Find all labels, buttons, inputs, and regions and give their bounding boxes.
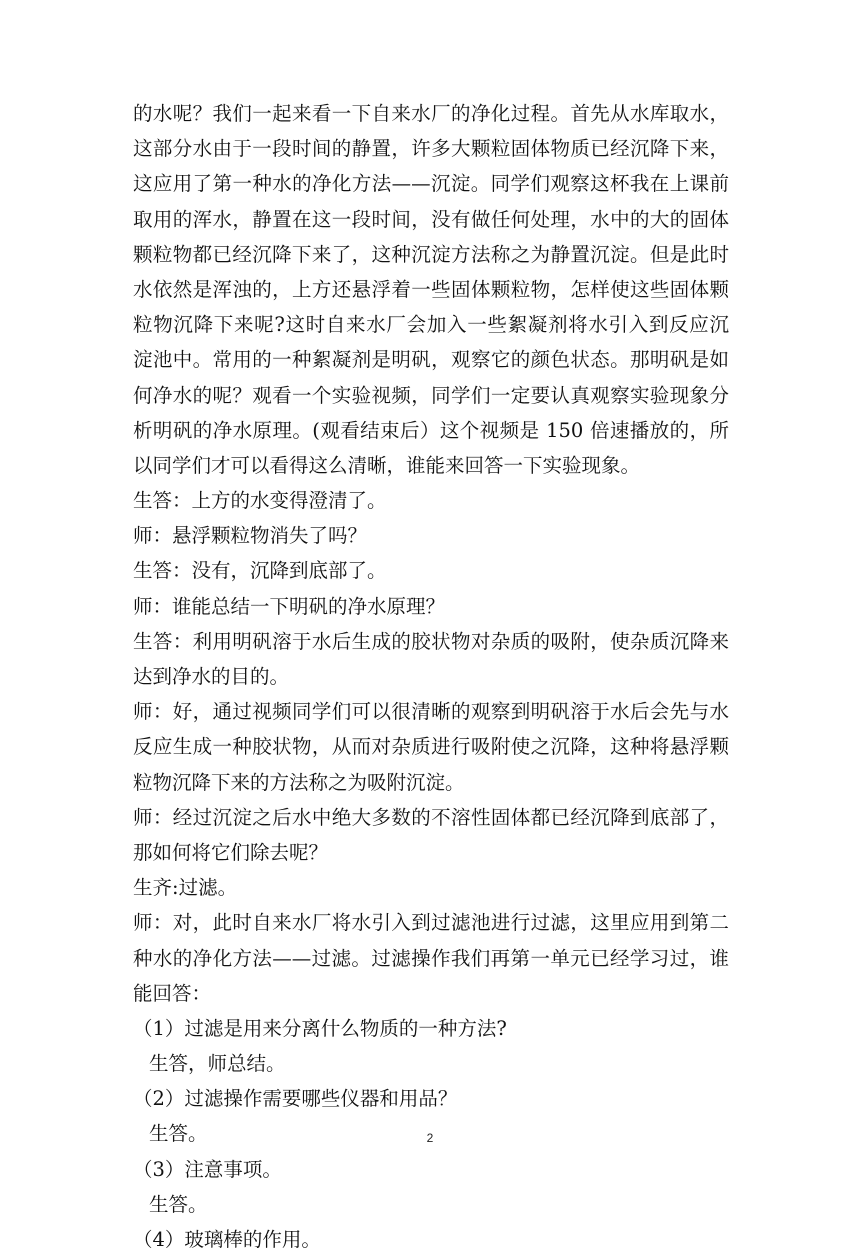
- dialogue-line: 反应生成一种胶状物，从而对杂质进行吸附使之沉降，这种将悬浮颗: [133, 735, 729, 759]
- dialogue-line: 生齐:过滤。: [133, 876, 238, 900]
- dialogue-line: 粒物沉降下来的方法称之为吸附沉淀。: [133, 770, 465, 794]
- question-item: （2）过滤操作需要哪些仪器和用品？: [133, 1087, 458, 1111]
- question-item: （4）玻璃棒的作用。: [133, 1228, 321, 1251]
- dialogue-line: 生答：上方的水变得澄清了。: [133, 489, 387, 513]
- text-line: 这应用了第一种水的净化方法——沉淀。同学们观察这杯我在上课前: [133, 172, 729, 196]
- dialogue-line: 生答：没有，沉降到底部了。: [133, 559, 387, 583]
- text-line: 的水呢？我们一起来看一下自来水厂的净化过程。首先从水库取水，: [133, 102, 729, 125]
- text-line: 水依然是浑浊的，上方还悬浮着一些固体颗粒物，怎样使这些固体颗: [133, 277, 729, 301]
- answer-line: 生答，师总结。: [149, 1052, 286, 1076]
- question-item: （1）过滤是用来分离什么物质的一种方法?: [133, 1016, 507, 1040]
- page-number: 2: [426, 1131, 434, 1145]
- text-line: 以同学们才可以看得这么清晰，谁能来回答一下实验现象。: [133, 453, 641, 477]
- body-text: [133, 96, 729, 1257]
- text-line: 颗粒物都已经沉降下来了，这种沉淀方法称之为静置沉淀。但是此时: [133, 242, 729, 266]
- dialogue-line: 那如何将它们除去呢？: [133, 840, 329, 864]
- dialogue-line: 生答：利用明矾溶于水后生成的胶状物对杂质的吸附，使杂质沉降来: [133, 629, 729, 653]
- text-line: 何净水的呢？观看一个实验视频，同学们一定要认真观察实验现象分: [133, 383, 729, 407]
- dialogue-line: 能回答：: [133, 981, 212, 1005]
- text-line: 这部分水由于一段时间的静置，许多大颗粒固体物质已经沉降下来，: [133, 137, 729, 161]
- answer-line: 生答。: [149, 1192, 208, 1216]
- text-line: 析明矾的净水原理。(观看结束后）这个视频是 150 倍速播放的，所: [133, 418, 729, 442]
- text-line: 粒物沉降下来呢?这时自来水厂会加入一些絮凝剂将水引入到反应沉: [133, 313, 729, 337]
- dialogue-line: 师：悬浮颗粒物消失了吗？: [133, 524, 368, 548]
- text-line: 取用的浑水，静置在这一段时间，没有做任何处理，水中的大的固体: [133, 207, 729, 231]
- dialogue-line: 种水的净化方法——过滤。过滤操作我们再第一单元已经学习过，谁: [133, 946, 729, 970]
- answer-line: 生答。: [149, 1122, 208, 1146]
- dialogue-line: 达到净水的目的。: [133, 665, 290, 688]
- dialogue-line: 师：好，通过视频同学们可以很清晰的观察到明矾溶于水后会先与水: [133, 700, 729, 724]
- question-item: （3）注意事项。: [133, 1157, 282, 1181]
- dialogue-line: 师：谁能总结一下明矾的净水原理？: [133, 594, 446, 618]
- dialogue-line: 师：经过沉淀之后水中绝大多数的不溶性固体都已经沉降到底部了，: [133, 805, 729, 829]
- text-line: 淀池中。常用的一种絮凝剂是明矾，观察它的颜色状态。那明矾是如: [133, 348, 729, 372]
- dialogue-line: 师：对，此时自来水厂将水引入到过滤池进行过滤，这里应用到第二: [133, 911, 729, 935]
